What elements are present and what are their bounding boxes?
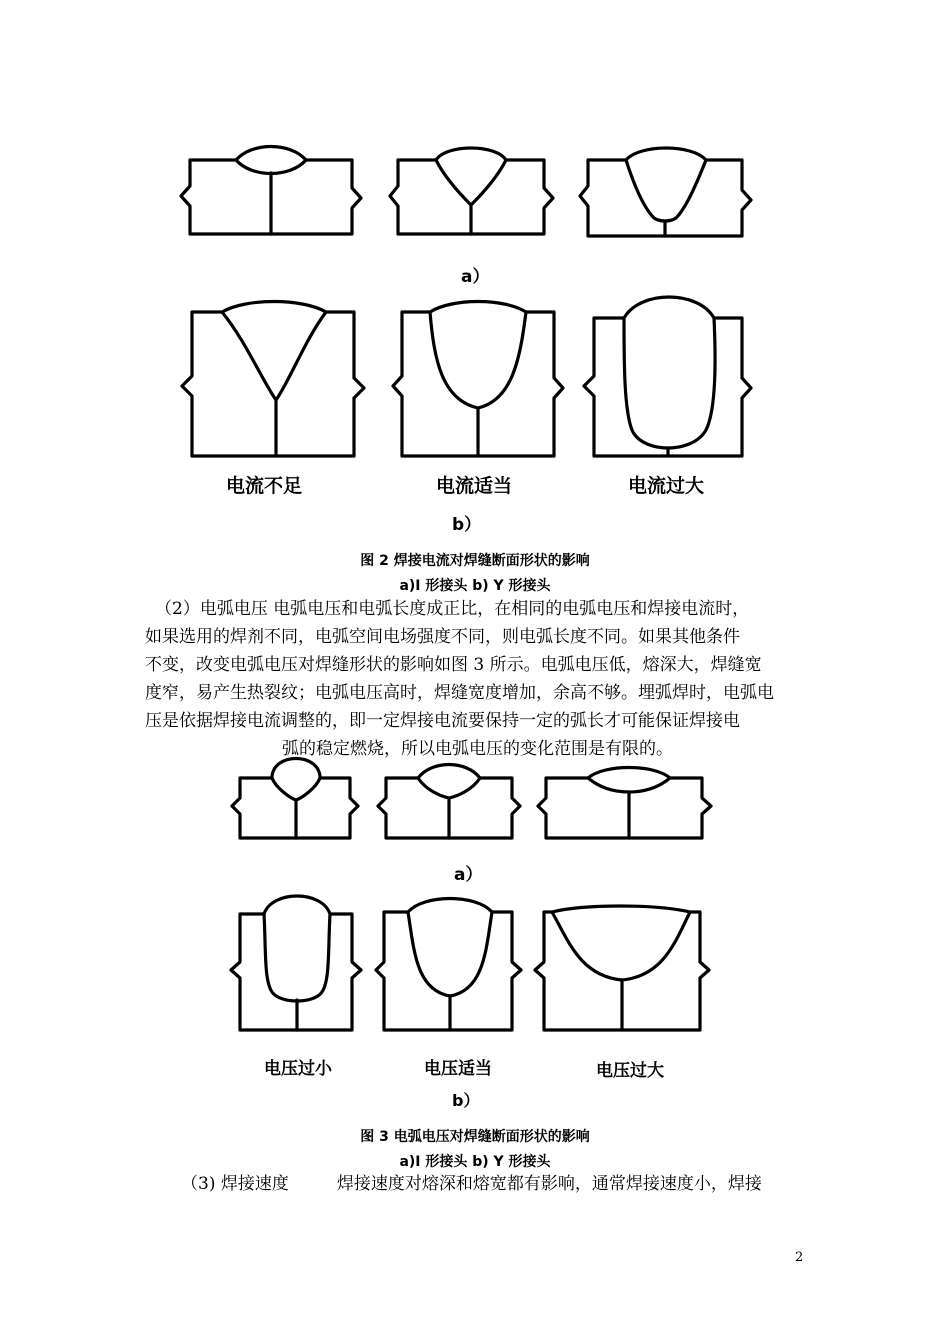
fig2-label-current-high: 电流过大 [628,475,705,497]
page-number: 2 [795,1250,804,1265]
fig2-b-panel-3 [584,297,751,456]
fig3-b-panel-3 [535,906,709,1030]
figure-2-subcaption: a)I 形接头 b) Y 形接头 [399,578,551,594]
paragraph-arc-voltage [145,595,810,763]
fig3-b-panel-1 [231,896,361,1030]
fig2-label-current-low: 电流不足 [226,475,303,497]
paragraph-welding-speed [145,1170,810,1198]
paragraph-line: 如果选用的焊剂不同，电弧空间电场强度不同，则电弧长度不同。如果其他条件 [145,627,740,647]
figure-3-arc-voltage [0,755,950,1115]
fig3-label-voltage-low: 电压过小 [264,1059,332,1079]
fig3-label-voltage-proper: 电压适当 [424,1059,492,1079]
paragraph-line: 弧的稳定燃烧，所以电弧电压的变化范围是有限的。 [282,739,673,759]
paragraph-line: 度窄，易产生热裂纹；电弧电压高时，焊缝宽度增加，余高不够。埋弧焊时，电弧电 [145,683,774,703]
fig2-row-b-label: b） [452,515,482,535]
fig3-row-b-label: b） [452,1091,480,1110]
figure-3-caption: 图 3 电弧电压对焊缝断面形状的影响 [360,1129,590,1145]
fig2-b-panel-1 [182,302,364,457]
paragraph-line: 压是依据焊接电流调整的，即一定焊接电流要保持一定的弧长才可能保证焊接电 [145,711,740,731]
fig3-a-panel-3 [538,768,711,839]
fig2-a-panel-1 [181,147,361,235]
fig2-b-panel-2 [393,302,563,457]
fig3-a-panel-1 [232,759,358,839]
fig3-b-panel-2 [376,899,521,1031]
paragraph-line: 不变，改变电弧电压对焊缝形状的影响如图 3 所示。电弧电压低，熔深大，焊缝宽 [145,655,762,675]
fig2-a-panel-3 [580,148,751,236]
figure-3-subcaption: a)I 形接头 b) Y 形接头 [399,1154,551,1170]
fig3-a-panel-2 [378,765,520,839]
paragraph-line: （2）电弧电压 电弧电压和电弧长度成正比，在相同的电弧电压和焊接电流时， [155,599,750,619]
fig2-a-panel-2 [390,148,553,234]
fig2-label-current-proper: 电流适当 [436,475,513,497]
paragraph-heading: （3) 焊接速度 [181,1174,289,1194]
figure-2-caption: 图 2 焊接电流对焊缝断面形状的影响 [360,553,590,569]
paragraph-text: 焊接速度对熔深和熔宽都有影响，通常焊接速度小，焊接 [336,1174,762,1194]
fig2-row-a-label: a） [461,267,490,287]
fig3-row-a-label: a） [454,865,483,885]
figure-2-welding-current [0,140,950,540]
fig3-label-voltage-high: 电压过大 [596,1061,664,1081]
